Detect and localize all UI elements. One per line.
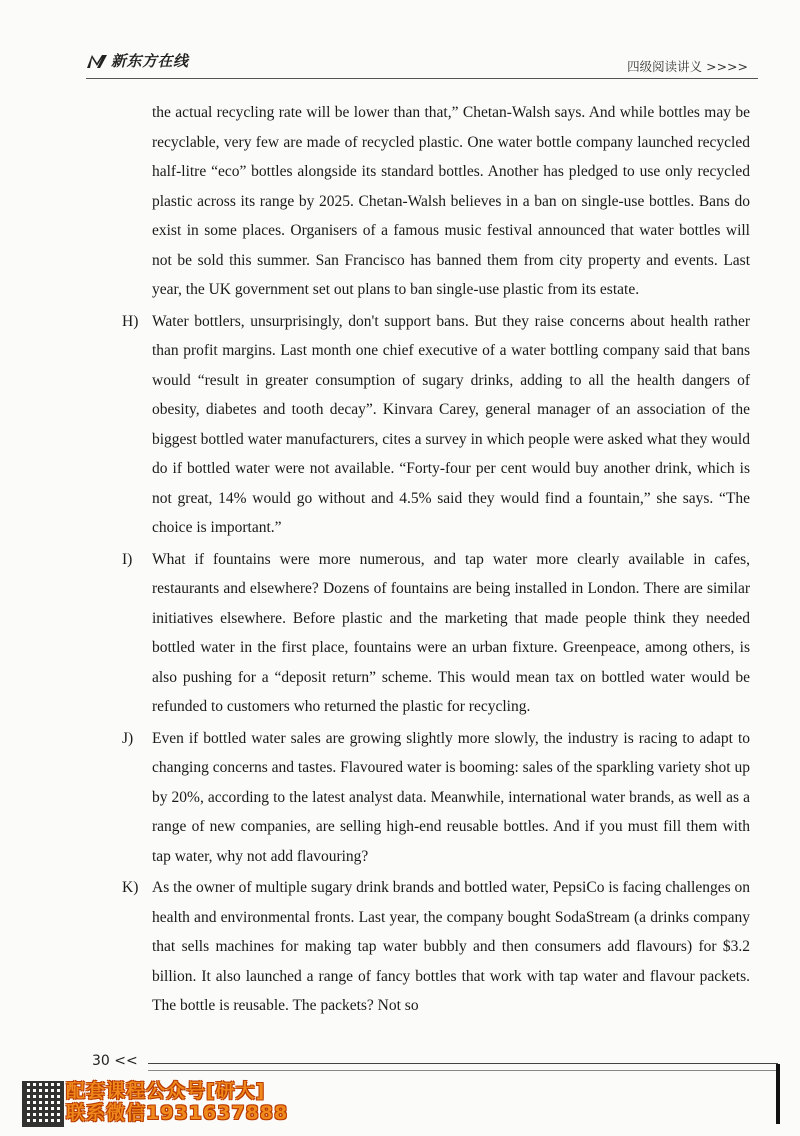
paragraph-k [120,873,750,1021]
page-header [0,0,800,80]
paragraph-i [120,545,750,722]
publisher-logo [86,50,189,71]
footer-divider-secondary [148,1070,778,1071]
paragraph-text: Water bottlers, unsurprisingly, don't support bans. But they raise concerns about health rather than profit margins. Last month one chief executive of a water bottling company said that bans would “result in greater consumption of sugary drinks, adding to all the health dangers of obesity, diabetes and tooth decay”. Kinvara Carey, general manager of an association of the biggest bottled water manufacturers, cites a survey in which people were asked what they would do if bottled water were not available. “Forty-four per cent would buy another drink, which is not great, 14% would go without and 4.5% said they would find a fountain,” she says. “The choice is important.” [152,312,750,536]
page-edge-mark [776,1064,780,1124]
paragraph-h [120,307,750,543]
paragraph-g-continued [120,98,750,305]
paragraph-text: Even if bottled water sales are growing slightly more slowly, the industry is racing to adapt to changing concerns and tastes. Flavoured water is booming: sales of the sparkling variety shot up by 20%, according to the latest analyst data. Meanwhile, international water brands, as well as a range of new companies, are selling high-end reusable bottles. And if you must fill them with tap water, why not add flavouring? [152,729,750,865]
page-number: 30 << [92,1053,138,1069]
paragraph-j [120,724,750,872]
paragraph-text: As the owner of multiple sugary drink brands and bottled water, PepsiCo is facing challenges on health and environmental fronts. Last year, the company bought SodaStream (a drinks company that sells machines for making tap water bubbly and then consumers add flavours) for $3.2 billion. It also launched a range of fancy bottles that work with tap water and flavour packets. The bottle is reusable. The packets? Not so [152,879,750,1014]
paragraph-label: J) [122,729,134,747]
paragraph-label: H) [122,312,139,330]
promo-watermark [66,1080,288,1124]
paragraph-label: K) [122,879,139,896]
paragraph-text: What if fountains were more numerous, and tap water more clearly available in cafes, restaurants and elsewhere? Dozens of fountains are being installed in London. There are similar initiatives elsewhere. Before plastic and the marketing that made people think they needed bottled water in the first place, fountains were an urban fixture. Greenpeace, among others, is also pushing for a “deposit return” scheme. This would mean tax on bottled water would be refunded to customers who returned the plastic for recycling. [152,550,750,715]
promo-line-2: 联系微信1931637888 [66,1102,289,1124]
qr-code-icon [22,1081,64,1127]
promo-line-1: 配套课程公众号[研大] [66,1080,266,1102]
paragraph-label: I) [122,550,133,568]
paragraph-text: the actual recycling rate will be lower than that,” Chetan-Walsh says. And while bottles may be recyclable, very few are made of recycled plastic. One water bottle company launched recycled half-litre “eco” bottles alongside its standard bottles. Another has pledged to use only recycled plastic across its range by 2025. Chetan-Walsh believes in a ban on single-use bottles. Bans do exist in some places. Organisers of a famous music festival announced that water bottles will not be sold this summer. San Francisco has banned them from city property and events. Last year, the UK government set out plans to ban single-use plastic from its estate. [152,104,750,298]
logo-mark-icon [86,53,108,69]
reading-passage [120,98,750,1021]
footer-divider [148,1063,778,1064]
logo-text: 新东方在线 [111,52,189,70]
page-footer [0,1044,800,1136]
header-divider [86,78,758,79]
section-title: 四级阅读讲义 >>>> [627,59,748,74]
